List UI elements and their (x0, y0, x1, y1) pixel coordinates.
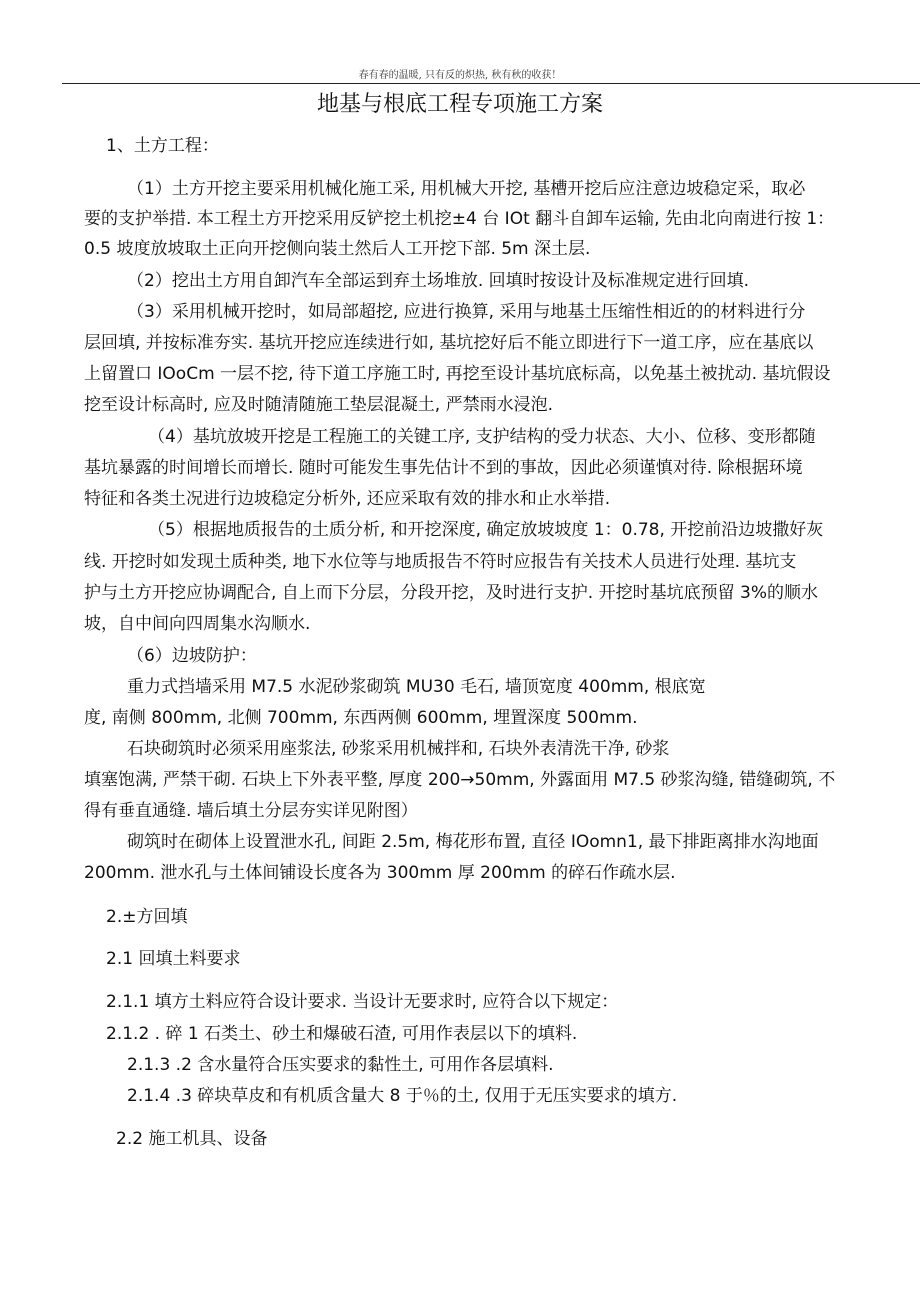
paragraph-line: （4）基坑放坡开挖是工程施工的关键工序, 支护结构的受力状态、大小、位移、变形都随 (148, 427, 816, 447)
paragraph-line: 线. 开挖时如发现土质种类, 地下水位等与地质报告不符时应报告有关技术人员进行处理. 基坑支 (84, 552, 797, 572)
section-heading: 2.±方回填 (106, 907, 188, 927)
section-heading: 1、土方工程： (106, 136, 219, 156)
header-divider (62, 83, 920, 84)
paragraph-line: （6）边坡防护： (127, 646, 257, 666)
paragraph-line: （5）根据地质报告的土质分析, 和开挖深度, 确定放坡坡度 1：0.78, 开挖前沿边坡撒好灰 (148, 520, 824, 540)
clause-line: 2.1.1 填方土料应符合设计要求. 当设计无要求时, 应符合以下规定： (106, 992, 619, 1012)
paragraph-line: 填塞饱满, 严禁干砌. 石块上下外表平整, 厚度 200→50mm, 外露面用 M7.5 砂浆沟缝, 错缝砌筑, 不 (84, 770, 836, 790)
paragraph-line: 得有垂直通缝. 墙后填土分层夯实详见附图） (84, 801, 418, 821)
section-heading: 2.1 回填土料要求 (106, 949, 241, 969)
header-motto: 春有春的温暖, 只有反的炽热, 秋有秋的收获！ (358, 70, 562, 81)
paragraph-line: 坡，自中间向四周集水沟顺水. (84, 614, 311, 634)
page-title: 地基与根底工程专项施工方案 (316, 92, 603, 117)
paragraph-line: 基坑暴露的时间增长而增长. 随时可能发生事先估计不到的事故，因此必须谨慎对待. 除根据环境 (84, 458, 803, 478)
paragraph-line: 石块砌筑时必须采用座浆法, 砂浆采用机械拌和, 石块外表清洗干净, 砂浆 (127, 739, 670, 759)
paragraph-line: 挖至设计标高时, 应及时随清随施工垫层混凝土, 严禁雨水浸泡. (84, 395, 554, 415)
paragraph-line: （3）采用机械开挖时，如局部超挖, 应进行换算, 采用与地基土压缩性相近的的材料进行分 (127, 302, 806, 322)
paragraph-line: 层回填, 并按标准夯实. 基坑开挖应连续进行如, 基坑挖好后不能立即进行下一道工序，应在基底以 (84, 333, 814, 353)
paragraph-line: 要的支护举措. 本工程土方开挖采用反铲挖土机挖±4 台 IOt 翻斗自卸车运输, 先由北向南进行按 1： (84, 209, 835, 229)
paragraph-line: 特征和各类土况进行边坡稳定分析外, 还应采取有效的排水和止水举措. (84, 489, 611, 509)
paragraph-line: 重力式挡墙采用 M7.5 水泥砂浆砌筑 MU30 毛石, 墙顶宽度 400mm, 根底宽 (127, 677, 706, 697)
clause-line: 2.1.4 .3 碎块草皮和有机质含量大 8 于％的土, 仅用于无压实要求的填方. (127, 1086, 678, 1106)
clause-line: 2.1.3 .2 含水量符合压实要求的黏性土, 可用作各层填料. (127, 1055, 554, 1075)
paragraph-line: 上留置口 IOoCm 一层不挖, 待下道工序施工时, 再挖至设计基坑底标高，以免基土被扰动. 基坑假设 (84, 364, 831, 384)
paragraph-line: （2）挖出土方用自卸汽车全部运到弃土场堆放. 回填时按设计及标准规定进行回填. (127, 271, 750, 291)
paragraph-line: 200mm. 泄水孔与土体间铺设长度各为 300mm 厚 200mm 的碎石作疏水层. (84, 863, 676, 883)
paragraph-line: （1）土方开挖主要采用机械化施工采, 用机械大开挖, 基槽开挖后应注意边坡稳定采，取必 (127, 179, 806, 199)
paragraph-line: 砌筑时在砌体上设置泄水孔, 间距 2.5m, 梅花形布置, 直径 IOomn1, 最下排距离排水沟地面 (127, 832, 819, 852)
clause-line: 2.1.2 . 碎 1 石类土、砂土和爆破石渣, 可用作表层以下的填料. (106, 1024, 578, 1044)
section-heading: 2.2 施工机具、设备 (116, 1129, 268, 1149)
paragraph-line: 护与土方开挖应协调配合, 自上而下分层，分段开挖，及时进行支护. 开挖时基坑底预留 3%的顺水 (84, 583, 818, 603)
paragraph-line: 0.5 坡度放坡取土正向开挖侧向装土然后人工开挖下部. 5m 深土层. (84, 239, 591, 259)
paragraph-line: 度, 南侧 800mm, 北侧 700mm, 东西两侧 600mm, 埋置深度 500mm. (84, 708, 638, 728)
